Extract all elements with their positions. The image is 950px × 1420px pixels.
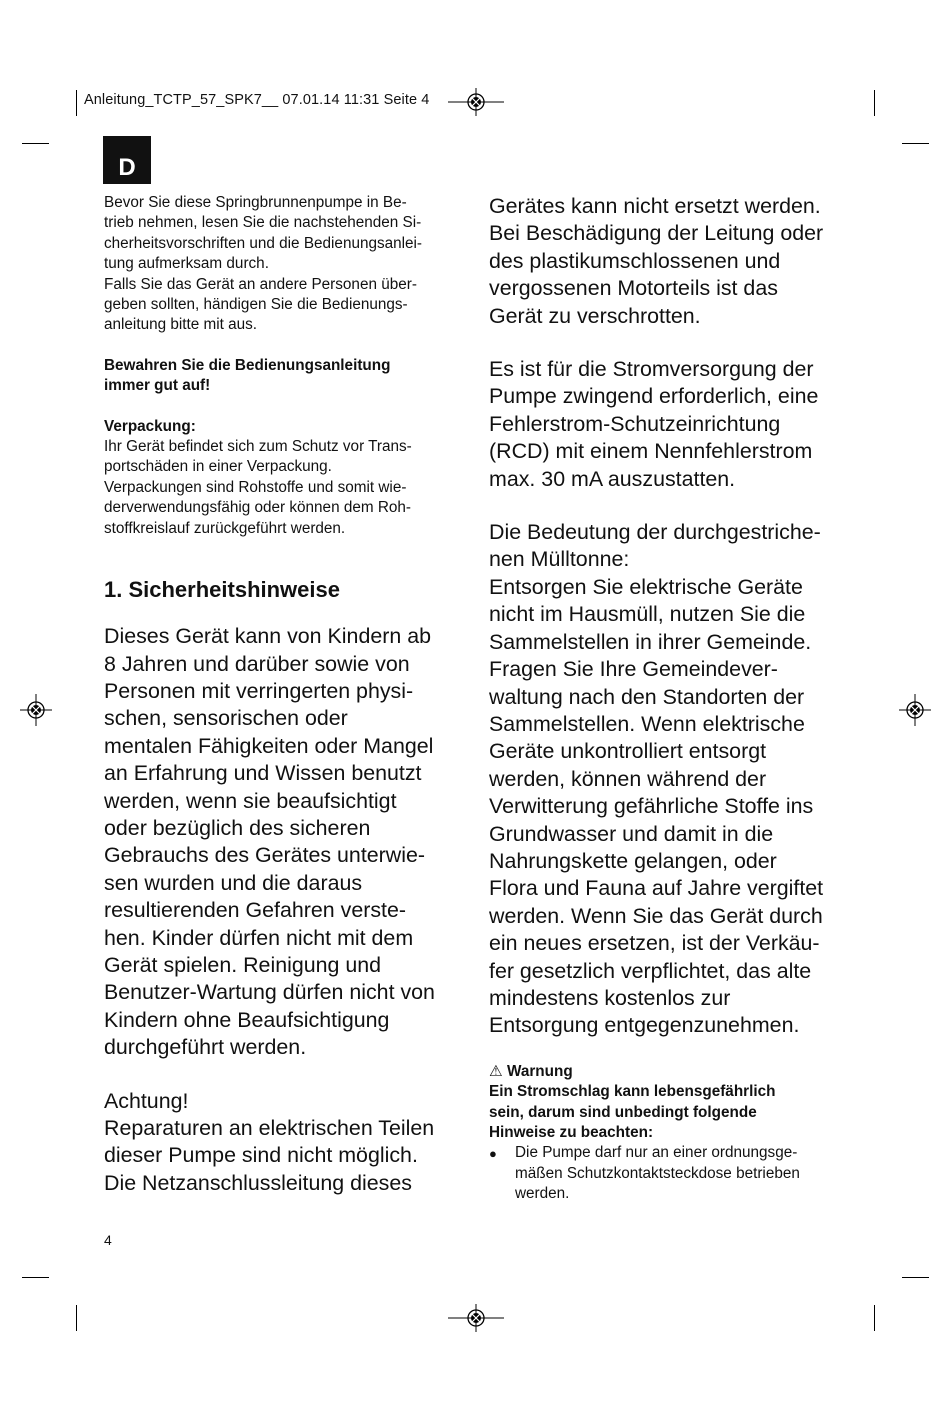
bullet-icon: ● xyxy=(489,1146,497,1162)
attention-line: Reparaturen an elektrischen Teilen xyxy=(104,1116,435,1140)
safety-line: resultierenden Gefahren verste- xyxy=(104,898,407,923)
attention-line: Achtung! xyxy=(104,1088,189,1113)
safety-line: Gerät spielen. Reinigung und xyxy=(104,952,382,977)
registration-mark-icon xyxy=(448,86,504,118)
disposal-line: Entsorgen Sie elektrische Geräte xyxy=(489,574,803,599)
disposal-line: waltung nach den Standorten der xyxy=(489,684,805,709)
disposal-line: werden. Wenn Sie das Gerät durch xyxy=(489,903,823,928)
safety-line: 8 Jahren und darüber sowie von xyxy=(104,651,410,676)
rcd-line: (RCD) mit einem Nennfehlerstrom xyxy=(489,439,813,464)
intro-line: tung aufmerksam durch. xyxy=(104,255,269,273)
safety-line: durchgeführt werden. xyxy=(104,1035,307,1060)
warning-line: Ein Stromschlag kann lebensgefährlich xyxy=(489,1083,776,1101)
attention-line: Die Netzanschlussleitung dieses xyxy=(104,1170,412,1195)
warning-line: sein, darum sind unbedingt folgende xyxy=(489,1103,757,1121)
attention-line: dieser Pumpe sind nicht möglich. xyxy=(104,1143,418,1168)
disposal-line: mindestens kostenlos zur xyxy=(489,985,731,1010)
disposal-line: Die Bedeutung der durchgestriche- xyxy=(489,520,821,545)
repair-line: vergossenen Motorteils ist das xyxy=(489,276,778,301)
crop-mark xyxy=(22,143,49,144)
page-number: 4 xyxy=(104,1232,112,1248)
crop-mark xyxy=(76,1305,77,1331)
registration-mark-icon xyxy=(899,694,931,726)
packaging-title: Verpackung: xyxy=(104,417,196,435)
repair-line: Gerätes kann nicht ersetzt werden. xyxy=(489,194,821,218)
warning-triangle-icon: ⚠ xyxy=(489,1062,503,1080)
disposal-line: fer gesetzlich verpflichtet, das alte xyxy=(489,958,812,983)
warning-heading xyxy=(489,1062,854,1082)
disposal-line: nen Mülltonne: xyxy=(489,547,630,572)
disposal-line: Geräte unkontrolliert entsorgt xyxy=(489,739,767,764)
registration-mark-icon xyxy=(20,694,52,726)
intro-line: geben sollten, händigen Sie die Bedienungs- xyxy=(104,296,408,314)
section-heading: 1. Sicherheitshinweise xyxy=(104,577,340,603)
bullet-line: Die Pumpe darf nur an einer ordnungsge- xyxy=(515,1144,798,1162)
disposal-line: ein neues ersetzen, ist der Verkäu- xyxy=(489,931,820,956)
packaging-line: portschäden in einer Verpackung. xyxy=(104,458,332,476)
disposal-line: Nahrungskette gelangen, oder xyxy=(489,848,777,873)
safety-line: schen, sensorischen oder xyxy=(104,706,348,731)
disposal-line: Fragen Sie Ihre Gemeindever- xyxy=(489,657,778,682)
intro-line: Bevor Sie diese Springbrunnenpumpe in Be- xyxy=(104,194,407,211)
safety-line: Dieses Gerät kann von Kindern ab xyxy=(104,624,431,649)
safety-line: mentalen Fähigkeiten oder Mangel xyxy=(104,733,434,758)
intro-line: trieb nehmen, lesen Sie die nachstehenden Si- xyxy=(104,214,422,232)
safety-line: sen wurden und die daraus xyxy=(104,870,363,895)
rcd-line: max. 30 mA auszustatten. xyxy=(489,466,736,491)
registration-mark-icon xyxy=(448,1302,504,1334)
print-slug: Anleitung_TCTP_57_SPK7__ 07.01.14 11:31 Seite 4 xyxy=(84,92,430,108)
disposal-line: Grundwasser und damit in die xyxy=(489,821,774,846)
keep-manual-note: Bewahren Sie die Bedienungsanleitung xyxy=(104,356,391,374)
safety-line: Kindern ohne Beaufsichtigung xyxy=(104,1007,390,1032)
safety-line: Gebrauchs des Gerätes unterwie- xyxy=(104,843,426,868)
rcd-line: Fehlerstrom-Schutzeinrichtung xyxy=(489,411,781,436)
packaging-line: derverwendungsfähig oder können dem Roh- xyxy=(104,499,411,517)
crop-mark xyxy=(76,90,77,116)
intro-line: Falls Sie das Gerät an andere Personen über- xyxy=(104,275,417,293)
bullet-item xyxy=(489,1143,854,1204)
safety-line: Personen mit verringerten physi- xyxy=(104,678,414,703)
crop-mark xyxy=(902,143,929,144)
safety-line: Benutzer-Wartung dürfen nicht von xyxy=(104,980,435,1005)
left-column xyxy=(104,193,456,1197)
rcd-line: Pumpe zwingend erforderlich, eine xyxy=(489,384,819,409)
packaging-line: Ihr Gerät befindet sich zum Schutz vor Trans- xyxy=(104,438,412,456)
warning-line: Hinweise zu beachten: xyxy=(489,1124,654,1141)
right-column xyxy=(489,193,854,1205)
warning-title: Warnung xyxy=(506,1062,573,1080)
keep-manual-note: immer gut auf! xyxy=(104,377,211,395)
packaging-line: Verpackungen sind Rohstoffe und somit wie- xyxy=(104,478,407,496)
repair-line: des plastikumschlossenen und xyxy=(489,248,781,273)
packaging-line: stoffkreislauf zurückgeführt werden. xyxy=(104,519,346,537)
repair-line: Gerät zu verschrotten. xyxy=(489,303,701,328)
crop-mark xyxy=(902,1277,929,1278)
disposal-line: Verwitterung gefährliche Stoffe ins xyxy=(489,794,814,819)
intro-line: anleitung bitte mit aus. xyxy=(104,316,258,334)
disposal-line: Sammelstellen in ihrer Gemeinde. xyxy=(489,629,812,654)
crop-mark xyxy=(874,1305,875,1331)
safety-line: oder bezüglich des sicheren xyxy=(104,815,371,840)
safety-line: an Erfahrung und Wissen benutzt xyxy=(104,761,422,786)
intro-line: cherheitsvorschriften und die Bedienungsanlei- xyxy=(104,234,423,252)
disposal-line: werden, können während der xyxy=(489,766,767,791)
repair-line: Bei Beschädigung der Leitung oder xyxy=(489,221,824,246)
disposal-line: nicht im Hausmüll, nutzen Sie die xyxy=(489,602,806,627)
disposal-line: Sammelstellen. Wenn elektrische xyxy=(489,711,805,736)
language-badge: D xyxy=(103,136,151,184)
rcd-line: Es ist für die Stromversorgung der xyxy=(489,357,814,382)
disposal-line: Flora und Fauna auf Jahre vergiftet xyxy=(489,876,824,901)
safety-line: werden, wenn sie beaufsichtigt xyxy=(104,788,397,813)
disposal-line: Entsorgung entgegenzunehmen. xyxy=(489,1013,800,1038)
bullet-line: werden. xyxy=(515,1185,570,1203)
crop-mark xyxy=(22,1277,49,1278)
safety-line: hen. Kinder dürfen nicht mit dem xyxy=(104,925,414,950)
bullet-line: mäßen Schutzkontaktsteckdose betrieben xyxy=(515,1164,800,1182)
crop-mark xyxy=(874,90,875,116)
